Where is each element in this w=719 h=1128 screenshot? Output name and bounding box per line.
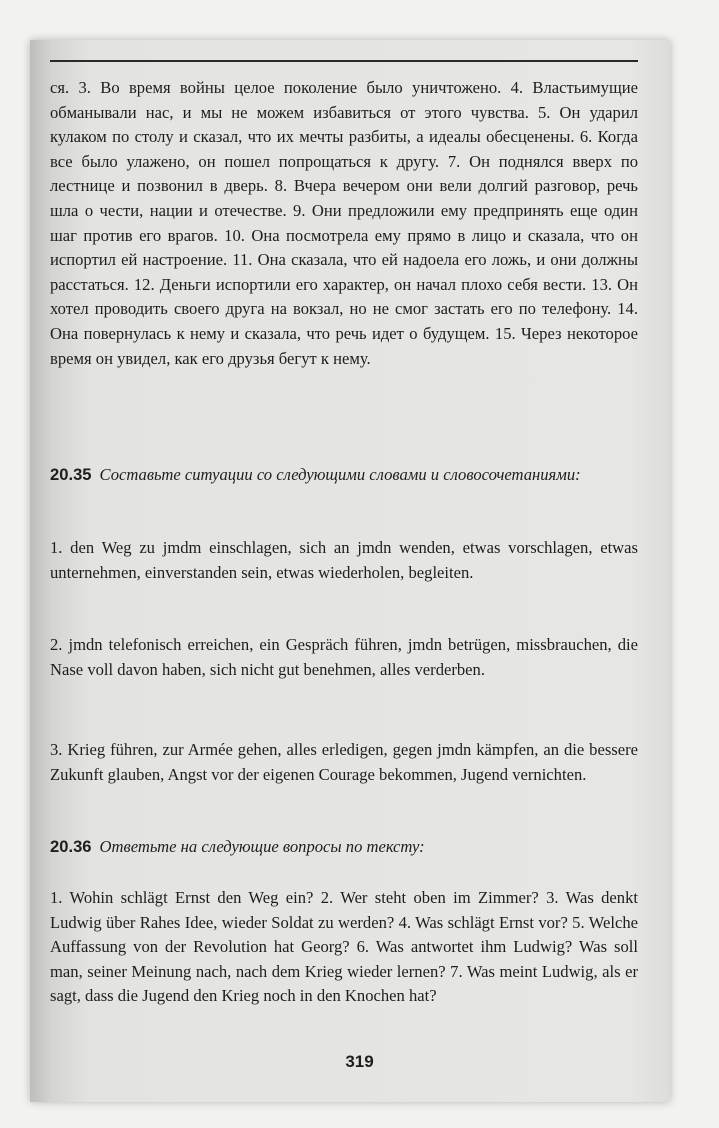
exercise-20-36-heading	[50, 834, 638, 859]
exercise-title: Составьте ситуации со следующими словами и словосочетаниями:	[99, 465, 581, 484]
item-text: 3. Krieg führen, zur Armée gehen, alles erledigen, gegen jmdn kämpfen, an die bessere Zukunft glauben, Angst vor der eigenen Courage bekommen, Jugend vernichten.	[50, 740, 638, 784]
top-rule	[50, 60, 638, 62]
questions-text: 1. Wohin schlägt Ernst den Weg ein? 2. Wer steht oben im Zimmer? 3. Was denkt Ludwig über Rahes Idee, wieder Soldat zu werden? 4. Was schlägt Ernst vor? 5. Welche Auffassung von der Revolution hat Georg? 6. Was antwortet ihm Ludwig? Was soll man, seiner Meinung nach, nach dem Krieg wieder lernen? 7. Was meint Ludwig, als er sagt, dass die Jugend den Krieg noch in den Knochen hat?	[50, 888, 638, 1006]
russian-sentences-paragraph	[50, 76, 638, 371]
exercise-20-35-heading	[50, 462, 638, 487]
item-text: 1. den Weg zu jmdm einschlagen, sich an jmdn wenden, etwas vorschlagen, etwas unternehmen, einverstanden sein, etwas wiederholen, begleiten.	[50, 538, 638, 582]
page-number: 319	[345, 1052, 374, 1071]
exercise-20-35-item-1	[50, 536, 638, 585]
ru-paragraph-text: ся. 3. Во время войны целое поколение было уничтожено. 4. Властьимущие обманывали нас, и мы не можем избавиться от этого чувства. 5. Он ударил кулаком по столу и сказал, что их мечты разбиты, а идеалы обесценены. 6. Когда все было улажено, он пошел попрощаться к другу. 7. Он поднялся вверх по лестнице и позвонил в дверь. 8. Вчера вечером они вели долгий разговор, речь шла о чести, нации и отечестве. 9. Они предложили ему предпринять еще один шаг против его врагов. 10. Она посмотрела ему прямо в лицо и сказала, что он испортил ей настроение. 11. Она сказала, что ей надоела его ложь, и они должны расстаться. 12. Деньги испортили его характер, он начал плохо себя вести. 13. Он хотел проводить своего друга на вокзал, но не смог застать его по телефону. 14. Она повернулась к нему и сказала, что речь идет о будущем. 15. Через некоторое время он увидел, как его друзья бегут к нему.	[50, 78, 638, 368]
item-text: 2. jmdn telefonisch erreichen, ein Gespräch führen, jmdn betrügen, missbrauchen, die Nase voll davon haben, sich nicht gut benehmen, alles verderben.	[50, 635, 638, 679]
exercise-title: Ответьте на следующие вопросы по тексту:	[99, 837, 425, 856]
exercise-20-36-questions	[50, 886, 638, 1009]
exercise-number: 20.35	[50, 465, 92, 484]
exercise-20-35-item-2	[50, 633, 638, 682]
exercise-20-35-item-3	[50, 738, 638, 787]
exercise-number: 20.36	[50, 837, 92, 856]
